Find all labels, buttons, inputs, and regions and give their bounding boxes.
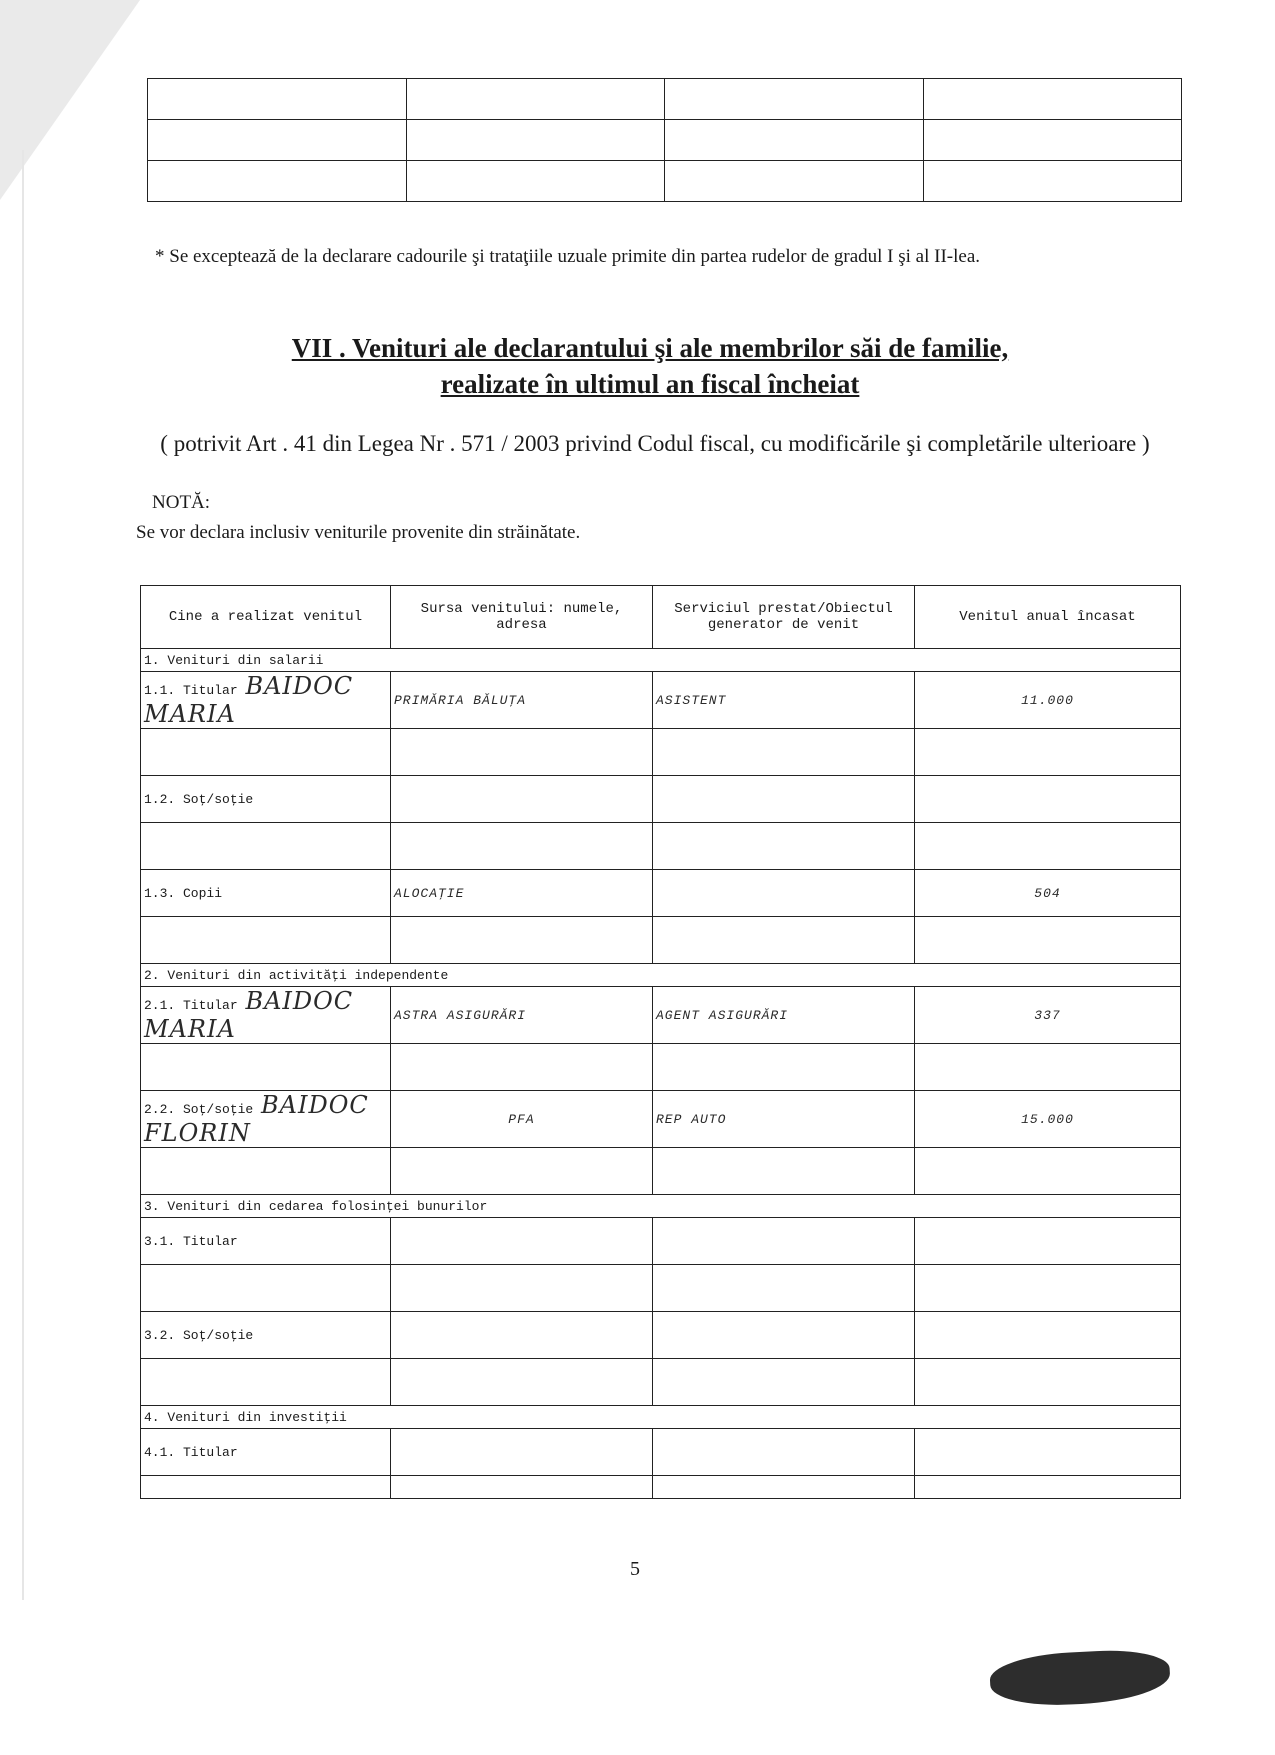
handwritten-source: PRIMĂRIA BĂLUŢA [391, 672, 653, 729]
category-label: 1. Venituri din salarii [141, 649, 1181, 672]
table-row [141, 1044, 1181, 1091]
handwritten-name: BAIDOC MARIA [144, 987, 354, 1043]
handwritten-service: REP AUTO [653, 1091, 915, 1148]
scan-edge-shadow [22, 150, 24, 1600]
row-label: 3.1. Titular [141, 1218, 391, 1265]
category-row [141, 1406, 1181, 1429]
row-label: 4.1. Titular [141, 1429, 391, 1476]
table-row [141, 776, 1181, 823]
handwritten-amount: 337 [915, 987, 1181, 1044]
table-row [141, 729, 1181, 776]
page-number: 5 [630, 1558, 640, 1580]
table-row [148, 161, 1182, 202]
category-row [141, 1195, 1181, 1218]
table-header-row [141, 586, 1181, 649]
table-row [141, 1091, 1181, 1148]
header-cell: Cine a realizat venitul [141, 586, 391, 649]
section-title-line1: VII . Venituri ale declarantului şi ale membrilor săi de familie, [291, 333, 1009, 363]
row-label: 3.2. Soţ/soţie [141, 1312, 391, 1359]
table-row [141, 1359, 1181, 1406]
signature-ink-blot [989, 1647, 1171, 1708]
handwritten-service: ASISTENT [653, 672, 915, 729]
scan-fold-shadow [0, 0, 140, 200]
category-row [141, 964, 1181, 987]
row-label: 2.2. Soţ/soţie BAIDOC FLORIN [141, 1091, 391, 1148]
header-cell: Sursa venitului: numele, adresa [391, 586, 653, 649]
table-row [141, 1148, 1181, 1195]
nota-label: NOTĂ: [152, 492, 211, 513]
handwritten-source: ASTRA ASIGURĂRI [391, 987, 653, 1044]
section-title-line2: realizate în ultimul an fiscal încheiat [440, 369, 860, 399]
section-subtitle: ( potrivit Art . 41 din Legea Nr . 571 / 2003 privind Codul fiscal, cu modificările şi completările ulterioare ) [160, 431, 1150, 456]
table-row [141, 823, 1181, 870]
table-row [148, 79, 1182, 120]
table-row [141, 1218, 1181, 1265]
nota-text: Se vor declara inclusiv veniturile provenite din străinătate. [136, 522, 581, 543]
handwritten-amount: 504 [915, 870, 1181, 917]
row-label: 1.2. Soţ/soţie [141, 776, 391, 823]
table-row [141, 987, 1181, 1044]
row-label: 2.1. Titular BAIDOC MARIA [141, 987, 391, 1044]
table-row [141, 1429, 1181, 1476]
handwritten-amount: 11.000 [915, 672, 1181, 729]
previous-section-table [147, 78, 1182, 202]
category-row [141, 649, 1181, 672]
section-title [150, 330, 1150, 402]
table-row [141, 672, 1181, 729]
table-row [148, 120, 1182, 161]
income-table [140, 585, 1181, 1499]
table-row [141, 1312, 1181, 1359]
table-row [141, 1265, 1181, 1312]
table-row [141, 1476, 1181, 1499]
category-label: 3. Venituri din cedarea folosinţei bunurilor [141, 1195, 1181, 1218]
table-row [141, 870, 1181, 917]
header-cell: Serviciul prestat/Obiectul generator de venit [653, 586, 915, 649]
table-row [141, 917, 1181, 964]
category-label: 4. Venituri din investiţii [141, 1406, 1181, 1429]
category-label: 2. Venituri din activităţi independente [141, 964, 1181, 987]
handwritten-source: ALOCAŢIE [391, 870, 653, 917]
footnote: * Se exceptează de la declarare cadourile şi trataţiile uzuale primite din partea rudelor de gradul I şi al II-lea. [155, 246, 981, 267]
row-label: 1.3. Copii [141, 870, 391, 917]
header-cell: Venitul anual încasat [915, 586, 1181, 649]
row-label: 1.1. Titular BAIDOC MARIA [141, 672, 391, 729]
handwritten-source: PFA [391, 1091, 653, 1148]
handwritten-amount: 15.000 [915, 1091, 1181, 1148]
handwritten-name: BAIDOC FLORIN [144, 1091, 369, 1147]
handwritten-name: BAIDOC MARIA [144, 672, 354, 728]
handwritten-service: AGENT ASIGURĂRI [653, 987, 915, 1044]
